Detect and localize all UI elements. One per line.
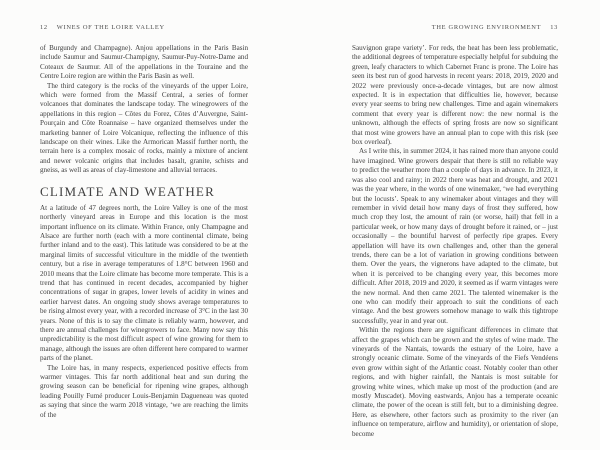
page-number-right: 13 [550, 24, 558, 31]
paragraph: Sauvignon grape variety’. For reds, the heat has been less problematic, the additional degrees of temperature especially helpful for subduing the green, leafy characters to which Cabernet Franc is prone. The Loire has seen its best run of good harvests in recent years: 2018, 2019, 2020 and 2022 were previously once-a-decade vintages, but are now almost expected. It is in expectation that difficulties lie, however, because every year seems to bring new challenges. Time and again winemakers comment that every year is different now: the new normal is the unknown, although the effects of spring frosts are now so significant that most wine growers have an annual plan to cope with this risk (see box overleaf). [352, 44, 558, 147]
left-page [40, 24, 248, 420]
section-heading: CLIMATE AND WEATHER [40, 183, 215, 199]
paragraph: The Loire has, in many respects, experienced positive effects from warmer vintages. This far north additional heat and sun during the growing season can be beneficial for ripening wine grapes, although leading Pouilly Fumé producer Louis-Benjamin Dagueneau was quoted as saying that since the warm 2018 vintage, ‘we are reaching the limits of the [40, 363, 248, 419]
right-page [352, 24, 558, 439]
paragraph: As I write this, in summer 2024, it has rained more than anyone could have imagined. Wine growers despair that there is still no reliable way to predict the weather more than a couple of days in advance. In 2023, it was also cool and rainy; in 2022 there was heat and drought, and 2021 was the year where, in the words of one winemaker, ‘we had everything but the locusts’. Speak to any winemaker about vintages and they will remember in vivid detail how many days of frost they suffered, how much crop they lost, the amount of rain (or worse, hail) that fell in a particular week, or how many days of drought before it rained, or – just occasionally – the bountiful harvest of perfectly ripe grapes. Every appellation will have its own challenges and, other than the general trends, there can be a lot of variation in growing conditions between them. Over the years, the vignerons have adapted to the climate, but when it is perceived to be changing every year, this becomes more difficult. After 2018, 2019 and 2020, it seemed as if warm vintages were the new normal. And then came 2021. The talented winemaker is the one who can modify their approach to suit the conditions of each vintage. And the best growers somehow manage to walk this tightrope successfully, year in and year out. [352, 147, 558, 325]
running-header-right-title: THE GROWING ENVIRONMENT [431, 24, 542, 31]
paragraph: of Burgundy and Champagne). Anjou appellations in the Paris Basin include Saumur and Saumur-Champigny, Saumur-Puy-Notre-Dame and Coteaux de Saumur. All of the appellations in the Touraine and the Centre Loire region are within the Paris Basin as well. [40, 44, 248, 81]
page-number-left: 12 [40, 24, 48, 31]
paragraph: At a latitude of 47 degrees north, the Loire Valley is one of the most northerly vineyard areas in Europe and this location is the most important influence on its climate. Within France, only Champagne and Alsace are further north (each with a more continental climate, being further inland and to the east). This latitude was considered to be at the marginal limits of successful viticulture in the middle of the twentieth century, but a rise in average temperatures of 1.8°C between 1960 and 2010 means that the Loire climate has become more temperate. This is a trend that has continued in recent decades, accompanied by higher concentrations of sugar in grapes, lower levels of acidity in wines and earlier harvest dates. An ongoing study shows average temperatures to be rising almost every year, with a recorded increase of 3°C in the last 30 years. None of this is to say the climate is reliably warm, however, and there are annual challenges for winegrowers to face. Many now say this unpredictability is the most difficult aspect of wine growing for them to manage, although the issues are often different here compared to warmer parts of the planet. [40, 203, 249, 363]
running-head-right [352, 24, 558, 31]
running-header-left-title: WINES OF THE LOIRE VALLEY [56, 24, 165, 31]
paragraph: The third category is the rocks of the vineyards of the upper Loire, which were formed from the Massif Central, a series of former volcanoes that dominates the landscape today. The winegrowers of the appellations in this region – Côtes du Forez, Côtes d’Auvergne, Saint-Pourçain and Côte Roannaise – have organized themselves under the marketing banner of Loire Volcanique, reflecting the influence of this landscape on their wines. Like the Armorican Massif further north, the terrain here is a complex mosaic of rocks, mainly a mixture of ancient and newer volcanic origins that includes basalt, granite, schists and gneiss, as well as areas of clay-limestone and alluvial terraces. [40, 81, 248, 175]
right-page-body [352, 44, 558, 439]
paragraph: Within the regions there are significant differences in climate that affect the grapes which can be grown and the styles of wine made. The vineyards of the Nantais, towards the estuary of the Loire, have a strongly oceanic climate. Some of the vineyards of the Fiefs Vendéens even grow within sight of the Atlantic coast. Notably cooler than other regions, and with higher rainfall, the Nantais is most suitable for growing white wines, which make up most of the production (and are mostly Muscadet). Moving eastwards, Anjou has a temperate oceanic climate, the power of the ocean is still felt, but to a diminishing degree. Here, as elsewhere, other factors such as proximity to the river (an influence on temperature, airflow and humidity), or orientation of slope, become [352, 326, 558, 438]
running-head-left [40, 24, 248, 31]
left-page-body [40, 44, 248, 420]
